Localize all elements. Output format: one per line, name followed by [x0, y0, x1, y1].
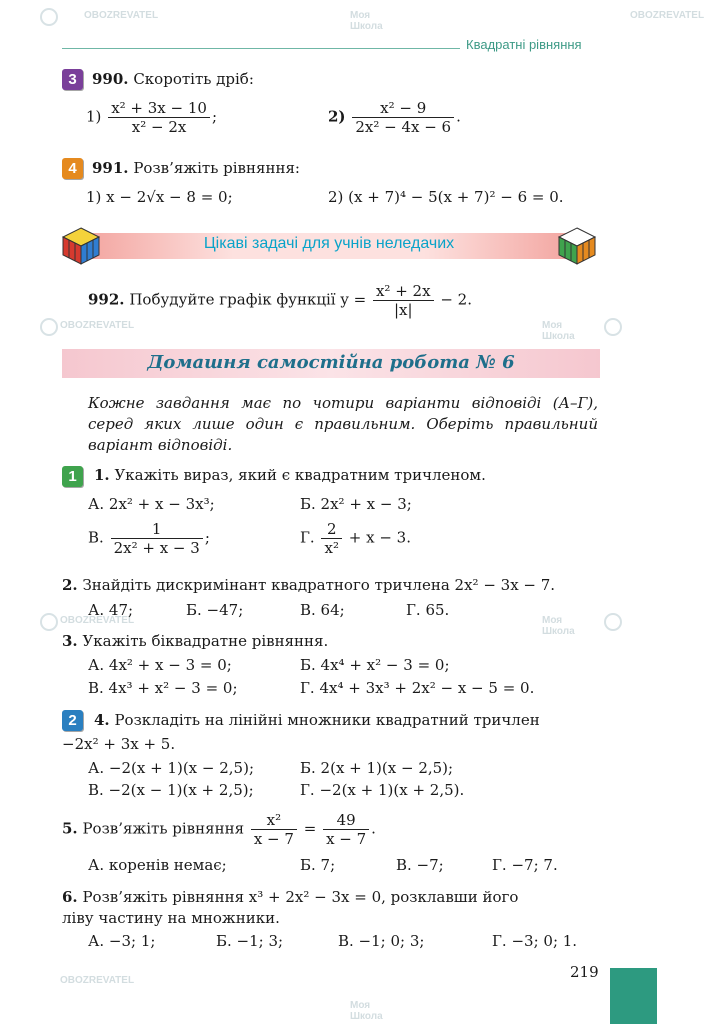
fraction-denominator: 2x² + x − 3: [113, 539, 200, 557]
fraction: [108, 99, 210, 136]
exercise-number: 991.: [92, 159, 129, 177]
answer-option-v: В. −2(x − 1)(x + 2,5);: [88, 781, 254, 799]
fraction-numerator: 49: [323, 811, 369, 830]
fraction: [373, 282, 434, 319]
watermark-text: OBOZREVATEL: [84, 10, 159, 21]
watermark-text: Моя Школа: [350, 10, 383, 32]
formula-lhs: y =: [340, 290, 367, 309]
fraction-numerator: 2: [321, 520, 341, 539]
answer-option-g: Г. −7; 7.: [492, 856, 558, 874]
answer-option-a: А. −2(x + 1)(x − 2,5);: [88, 759, 254, 777]
question-number: 2.: [62, 576, 78, 594]
question-3: [62, 632, 328, 650]
question-number: 3.: [62, 632, 78, 650]
question-number: 6.: [62, 888, 78, 906]
fraction-numerator: x² + 2x: [373, 282, 434, 301]
answer-option-b: Б. 4x⁴ + x² − 3 = 0;: [300, 656, 450, 674]
answer-option-g: Г. −2(x + 1)(x + 2,5).: [300, 781, 465, 799]
watermark-text: Моя Школа: [542, 615, 575, 637]
question-text: Розкладіть на лінійні множники квадратний тричлен: [114, 711, 540, 729]
fraction-denominator: |x|: [393, 301, 413, 319]
answer-option-v: [88, 520, 210, 557]
chapter-title: Квадратні рівняння: [466, 37, 582, 52]
question-5: [62, 811, 376, 848]
page-number: 219: [570, 963, 599, 981]
fraction: [321, 520, 341, 557]
exercise-991-part-2: 2) (x + 7)⁴ − 5(x + 7)² − 6 = 0.: [328, 188, 564, 206]
watermark-logo-icon: [40, 613, 58, 631]
answer-option-v: В. 4x³ + x² − 3 = 0;: [88, 679, 238, 697]
punctuation: .: [371, 819, 376, 838]
fraction-numerator: 1: [111, 520, 203, 539]
exercise-990-part-1: [86, 99, 217, 136]
answer-option-b: Б. 7;: [300, 856, 336, 874]
question-2: [62, 576, 555, 594]
watermark-text: OBOZREVATEL: [630, 10, 704, 21]
answer-option-g: Г. 4x⁴ + 3x³ + 2x² − x − 5 = 0.: [300, 679, 535, 697]
level-4-icon: 4: [62, 158, 83, 179]
header-rule: [62, 48, 460, 49]
part-label: 1): [86, 107, 102, 126]
answer-option-a: А. 2x² + x − 3x³;: [88, 495, 215, 513]
exercise-990-heading: [92, 70, 254, 88]
question-text: Укажіть біквадратне рівняння.: [82, 632, 329, 650]
watermark-text: Моя Школа: [350, 1000, 383, 1022]
fraction-numerator: x² − 9: [352, 99, 454, 118]
punctuation: ;: [204, 528, 210, 547]
answer-option-b: Б. 2(x + 1)(x − 2,5);: [300, 759, 454, 777]
fraction-numerator: x²: [251, 811, 297, 830]
fraction-denominator: x − 7: [253, 830, 294, 848]
question-6: [62, 888, 602, 906]
level-1-icon: 1: [62, 466, 83, 487]
question-number: 4.: [94, 711, 110, 729]
exercise-text: Розв’яжіть рівняння:: [133, 159, 300, 177]
exercise-text: Скоротіть дріб:: [133, 70, 254, 88]
watermark-logo-icon: [604, 318, 622, 336]
exercise-number: 990.: [92, 70, 129, 88]
exercise-number: 992.: [88, 290, 125, 309]
answer-option-v: В. −7;: [396, 856, 444, 874]
punctuation: ;: [211, 107, 218, 126]
question-1: [94, 466, 486, 484]
fraction: [352, 99, 454, 136]
question-4-continued: −2x² + 3x + 5.: [62, 735, 176, 753]
question-6-continued: ліву частину на множники.: [62, 909, 280, 927]
homework-intro: Кожне завдання має по чотири варіанти відповіді (А–Г), серед яких лише один є правильним. Оберіть правильний варіант відповіді.: [88, 394, 598, 454]
watermark-text: Моя Школа: [542, 320, 575, 342]
level-3-icon: 3: [62, 69, 83, 90]
exercise-991-heading: [92, 159, 300, 177]
fraction-numerator: x² + 3x − 10: [108, 99, 210, 118]
exercise-991-part-1: 1) x − 2√x − 8 = 0;: [86, 188, 233, 206]
watermark-text: OBOZREVATEL: [60, 975, 135, 986]
level-2-icon: 2: [62, 710, 83, 731]
fraction-denominator: x²: [324, 539, 339, 557]
answer-option-b: Б. −47;: [186, 601, 244, 619]
fraction: [111, 520, 203, 557]
punctuation: .: [456, 107, 461, 126]
answer-option-v: В. −1; 0; 3;: [338, 932, 425, 950]
section-banner-title: Цікаві задачі для учнів неледачих: [203, 235, 455, 252]
exercise-992: [88, 282, 472, 319]
watermark-logo-icon: [40, 8, 58, 26]
answer-option-v: В. 64;: [300, 601, 345, 619]
rubiks-cube-icon: [60, 225, 102, 267]
fraction-denominator: x − 7: [326, 830, 367, 848]
fraction: [251, 811, 297, 848]
homework-title: Домашня самостійна робота № 6: [147, 352, 515, 373]
fraction: [323, 811, 369, 848]
question-number: 5.: [62, 819, 78, 838]
page-corner-tab: [610, 968, 657, 1024]
formula-tail: − 2.: [440, 290, 472, 309]
answer-option-a: А. 4x² + x − 3 = 0;: [88, 656, 232, 674]
answer-option-a: А. коренів немає;: [88, 856, 227, 874]
question-text: Розв’яжіть рівняння x³ + 2x² − 3x = 0, розклавши його: [82, 888, 519, 906]
watermark-text: OBOZREVATEL: [60, 615, 135, 626]
exercise-text: Побудуйте графік функції: [129, 290, 336, 309]
question-text: Розв’яжіть рівняння: [82, 819, 245, 838]
question-text: Укажіть вираз, який є квадратним тричленом.: [114, 466, 486, 484]
exercise-990-part-2: [328, 99, 461, 136]
answer-option-b: Б. 2x² + x − 3;: [300, 495, 412, 513]
watermark-text: OBOZREVATEL: [60, 320, 135, 331]
answer-option-b: Б. −1; 3;: [216, 932, 284, 950]
equals-sign: =: [303, 819, 317, 838]
question-4: [94, 711, 540, 729]
answer-option-g: Г. −3; 0; 1.: [492, 932, 578, 950]
answer-option-a: А. 47;: [88, 601, 134, 619]
part-label: 2): [328, 107, 346, 126]
answer-option-g: Г. 65.: [406, 601, 450, 619]
question-text: Знайдіть дискримінант квадратного тричлена 2x² − 3x − 7.: [82, 576, 556, 594]
option-label: Г.: [300, 528, 315, 547]
answer-option-g: [300, 520, 411, 557]
fraction-denominator: x² − 2x: [131, 118, 187, 136]
watermark-logo-icon: [604, 613, 622, 631]
rubiks-cube-icon: [556, 225, 598, 267]
fraction-denominator: 2x² − 4x − 6: [355, 118, 452, 136]
option-label: В.: [88, 528, 104, 547]
watermark-logo-icon: [40, 318, 58, 336]
formula-tail: + x − 3.: [348, 528, 411, 547]
answer-option-a: А. −3; 1;: [88, 932, 156, 950]
question-number: 1.: [94, 466, 110, 484]
